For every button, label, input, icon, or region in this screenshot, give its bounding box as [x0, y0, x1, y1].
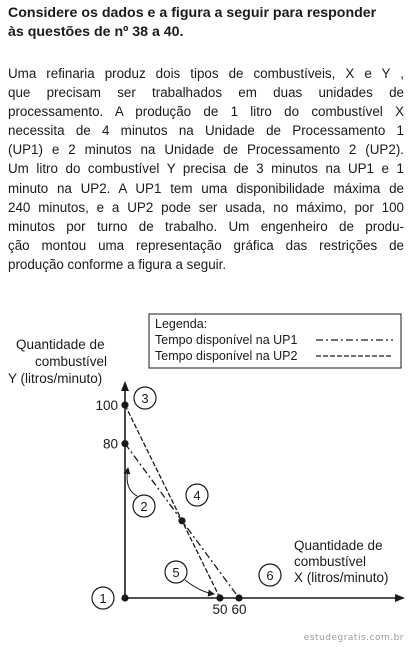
statement-line: que precisam ser trabalhados em duas unidades de — [8, 85, 404, 101]
statement-line: 240 minutos, e a UP2 pode ser usada, no máximo, por 100 — [8, 199, 404, 215]
statement-line: Uma refinaria produz dois tipos de combustíveis, X e Y , — [8, 66, 404, 81]
y-axis-label-line-2: combustível — [35, 354, 108, 369]
site-watermark: estudegratis.com.br — [303, 633, 404, 643]
question-heading — [8, 4, 404, 42]
highlighted-point-5 — [216, 594, 223, 601]
marker-6-label: 6 — [266, 568, 274, 583]
statement-line: (UP1) e 2 minutos na Unidade de Processamento 2 (UP2). — [8, 142, 404, 158]
y-axis-label-line-3: Y (litros/minuto) — [8, 371, 103, 386]
statement-line: processamento. A produção de 1 litro do combustível X — [8, 104, 404, 120]
statement-line: produção conforme a figura a seguir. — [8, 256, 227, 272]
y-tick-label-80: 80 — [102, 436, 118, 452]
legend-label-up1: Tempo disponível na UP1 — [155, 333, 298, 347]
marker-3-label: 3 — [141, 391, 149, 406]
constraints-figure — [0, 300, 412, 647]
x-axis-label-line-1: Quantidade de — [294, 538, 383, 553]
marker-2-pointer — [127, 468, 137, 496]
legend — [149, 314, 401, 368]
highlighted-point-3 — [121, 401, 128, 408]
y-axis-label — [8, 337, 107, 386]
marker-5 — [165, 561, 214, 594]
x-axis-label-line-2: combustível — [294, 554, 367, 569]
marker-2 — [127, 468, 155, 517]
marker-4 — [186, 484, 208, 506]
statement-line: minuto na UP2. A UP1 tem uma disponibilidade máxima de — [8, 180, 404, 196]
marker-1-label: 1 — [99, 591, 107, 606]
y-axis-label-line-1: Quantidade de — [16, 337, 105, 352]
marker-5-pointer — [185, 580, 214, 594]
marker-2-label: 2 — [140, 499, 148, 514]
marker-6 — [259, 564, 281, 586]
highlighted-point-2 — [121, 440, 128, 447]
highlighted-point-4 — [178, 517, 185, 524]
statement-line: necessita de 4 minutos na Unidade de Processamento 1 — [8, 123, 404, 139]
marker-5-label: 5 — [172, 565, 180, 580]
y-axis-arrow — [121, 381, 129, 391]
x-axis-arrow — [395, 594, 405, 602]
marker-1 — [92, 587, 114, 609]
x-axis-label — [294, 538, 389, 585]
x-tick-label-60: 60 — [231, 602, 247, 617]
x-axis-label-line-3: X (litros/minuto) — [294, 570, 389, 585]
problem-statement — [8, 64, 404, 274]
heading-line-2 — [8, 23, 404, 42]
legend-label-up2: Tempo disponível na UP2 — [155, 349, 298, 363]
highlighted-point-6 — [235, 594, 242, 601]
y-tick-label-100: 100 — [95, 398, 118, 413]
statement-line: minutos por turno de trabalho. Um engenheiro de produ- — [8, 218, 404, 234]
heading-line-2-text: às questões de nº 38 a 40. — [8, 24, 184, 40]
x-tick-label-50: 50 — [212, 602, 228, 617]
marker-3 — [134, 387, 156, 409]
legend-title: Legenda: — [155, 317, 208, 331]
marker-4-label: 4 — [193, 488, 201, 503]
statement-line: Um litro do combustível Y precisa de 3 minutos na UP1 e 1 — [8, 161, 404, 177]
heading-line-1: Considere os dados e a figura a seguir para responder — [8, 5, 377, 21]
highlighted-point-1 — [121, 594, 128, 601]
statement-line: ção montou uma representação gráfica das restrições de — [8, 237, 404, 253]
